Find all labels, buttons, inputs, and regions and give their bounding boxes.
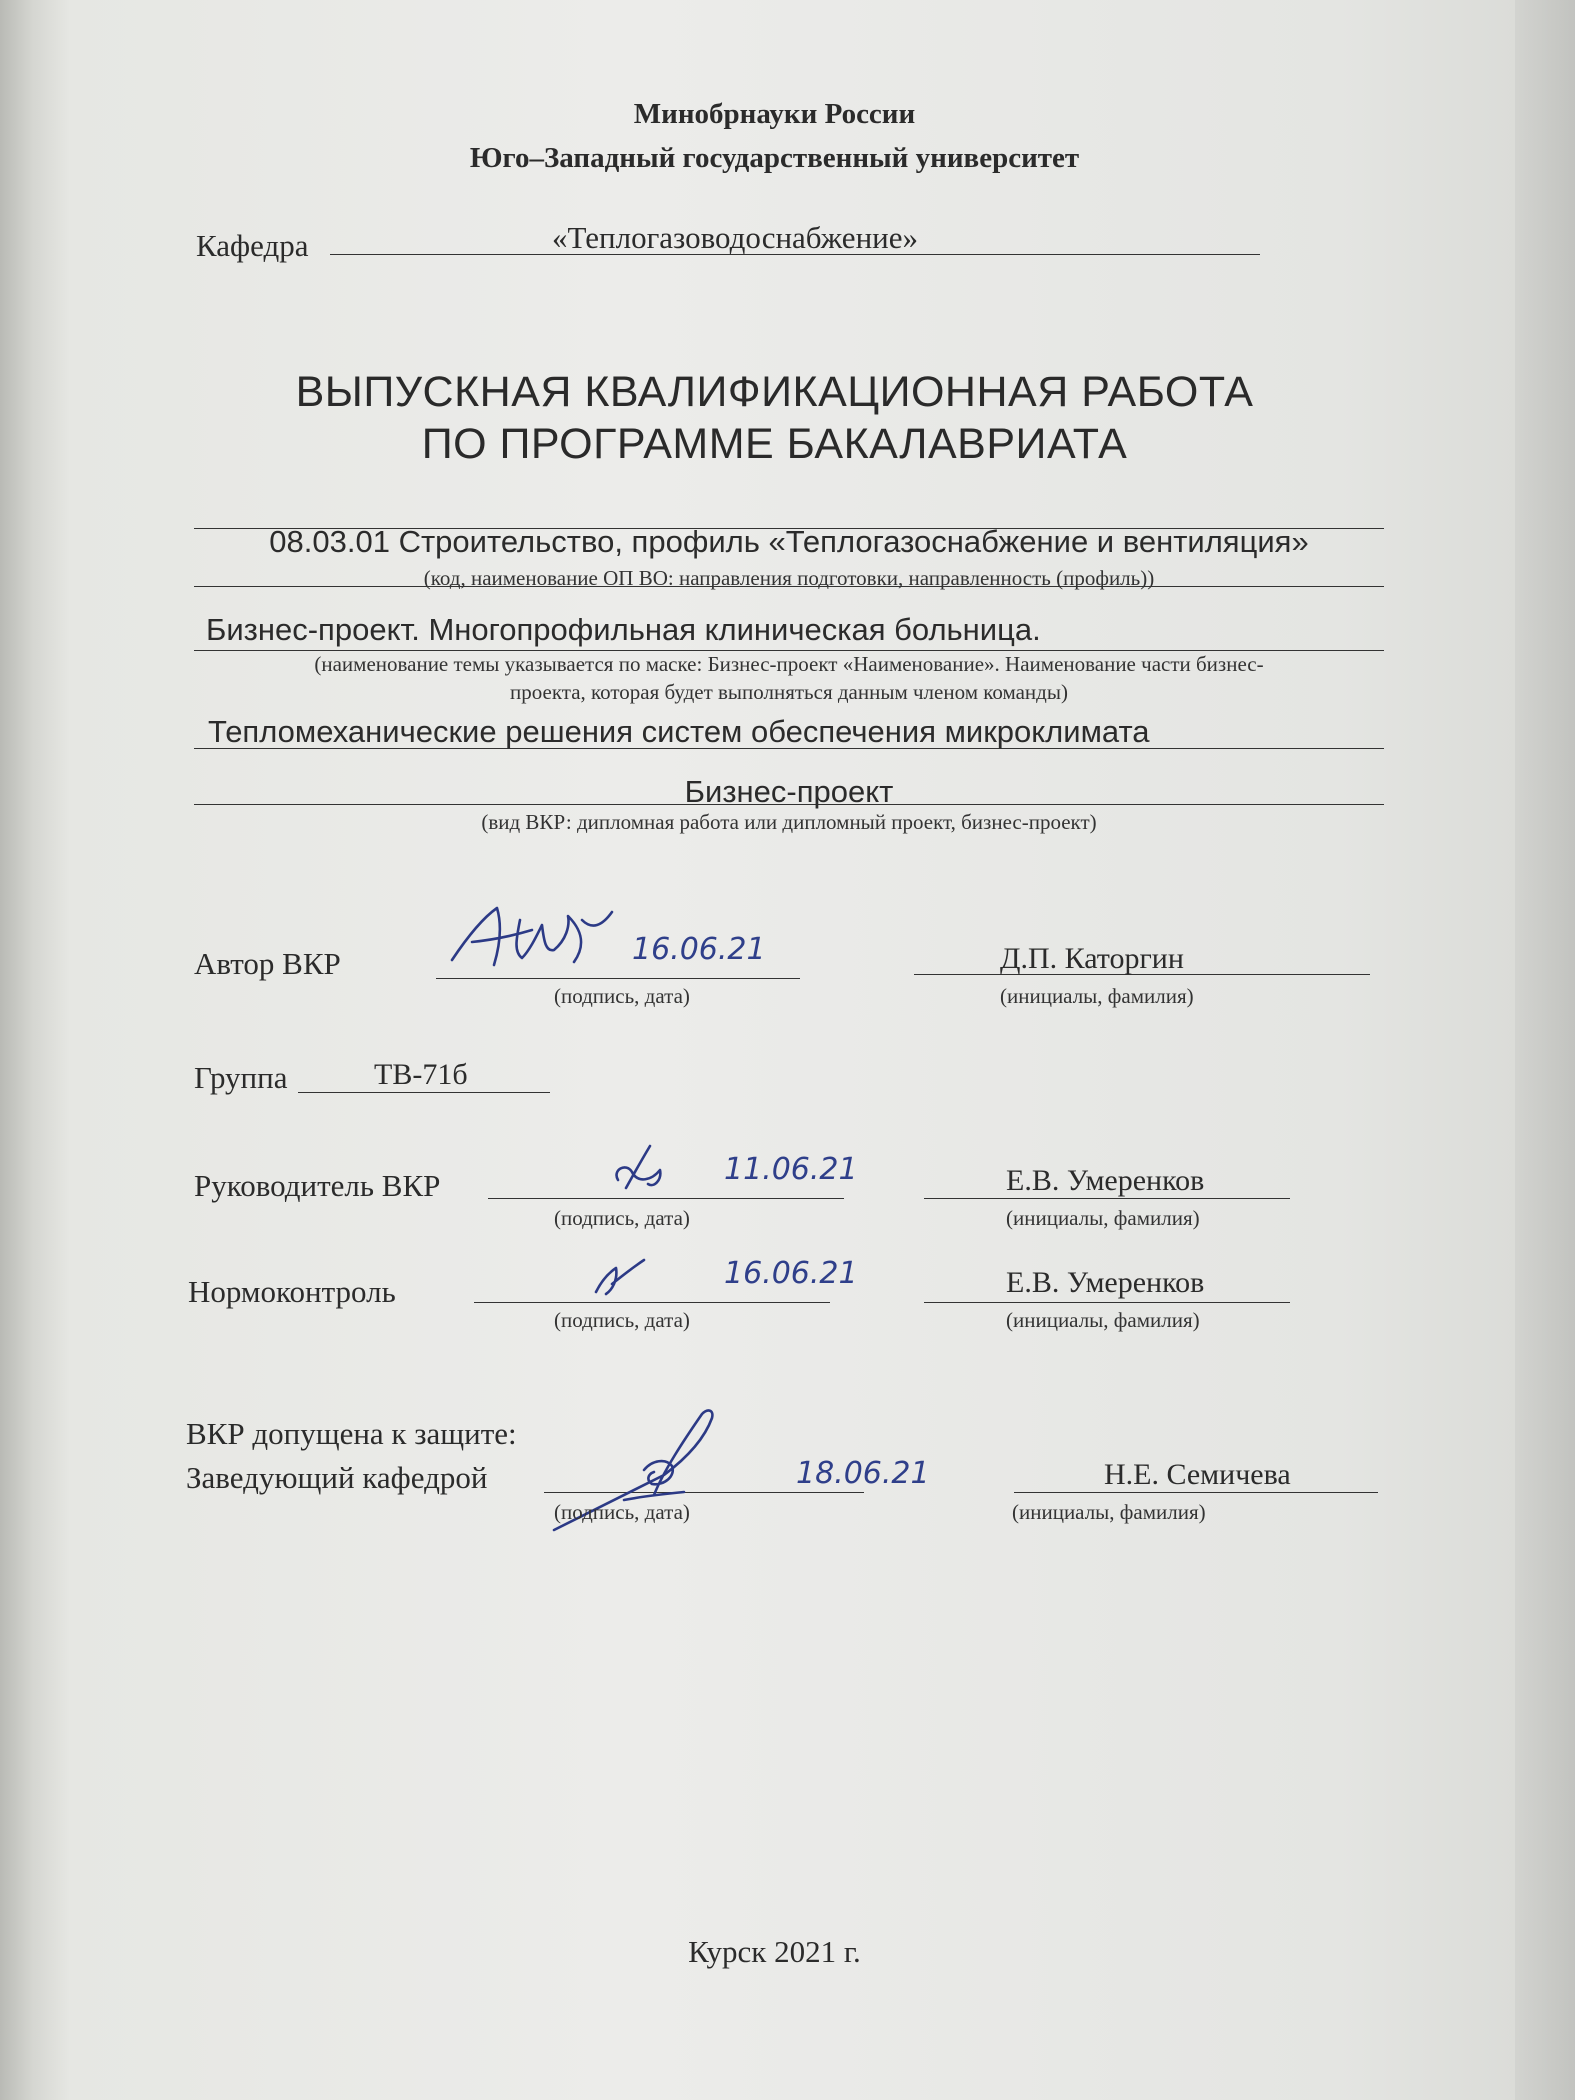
admission-label: ВКР допущена к защите: <box>186 1416 517 1451</box>
department-value: «Теплогазоводоснабжение» <box>552 220 919 255</box>
work-title-line1: ВЫПУСКНАЯ КВАЛИФИКАЦИОННАЯ РАБОТА <box>295 368 1254 416</box>
work-title-line2: ПО ПРОГРАММЕ БАКАЛАВРИАТА <box>421 420 1128 468</box>
supervisor-label: Руководитель ВКР <box>194 1168 441 1203</box>
head-name: Н.Е. Семичева <box>1104 1458 1291 1491</box>
work-type-value: Бизнес-проект <box>684 774 894 809</box>
work-type-hint: (вид ВКР: дипломная работа или дипломный проект, бизнес-проект) <box>481 810 1097 834</box>
group-label: Группа <box>194 1060 288 1095</box>
supervisor-signature <box>604 1140 684 1200</box>
topic-value: Бизнес-проект. Многопрофильная клиническая больница. <box>206 612 1041 647</box>
supervisor-sign-date: 11.06.21 <box>724 1152 858 1187</box>
department-label: Кафедра <box>196 228 309 263</box>
program-hint: (код, наименование ОП ВО: направления подготовки, направленность (профиль)) <box>423 566 1155 590</box>
normcontrol-name: Е.В. Умеренков <box>1006 1266 1205 1299</box>
topic-hint-line1: (наименование темы указывается по маске: Бизнес-проект «Наименование». Наименование части бизнес- <box>314 652 1264 676</box>
paper-edge-shadow <box>0 0 34 2100</box>
head-sign-date: 18.06.21 <box>796 1456 930 1491</box>
topic-hint-line2: проекта, которая будет выполняться данным членом команды) <box>510 680 1068 704</box>
university-name: Юго–Западный государственный университет <box>469 142 1080 174</box>
author-signature <box>442 890 632 980</box>
normcontrol-sign-date: 16.06.21 <box>724 1256 858 1291</box>
program-value: 08.03.01 Строительство, профиль «Теплогазоснабжение и вентиляция» <box>269 524 1309 559</box>
normcontrol-name-hint: (инициалы, фамилия) <box>1006 1308 1200 1332</box>
normcontrol-sign-hint: (подпись, дата) <box>554 1308 690 1332</box>
supervisor-name-hint: (инициалы, фамилия) <box>1006 1206 1200 1230</box>
head-sign-hint: (подпись, дата) <box>554 1500 690 1524</box>
head-name-hint: (инициалы, фамилия) <box>1012 1500 1206 1524</box>
topic-part: Тепломеханические решения систем обеспечения микроклимата <box>208 714 1150 749</box>
author-label: Автор ВКР <box>194 946 341 981</box>
author-sign-date: 16.06.21 <box>632 932 766 967</box>
normcontrol-label: Нормоконтроль <box>188 1274 396 1309</box>
supervisor-sign-hint: (подпись, дата) <box>554 1206 690 1230</box>
author-name-hint: (инициалы, фамилия) <box>1000 984 1194 1008</box>
underlying-page-strip <box>1515 0 1575 2100</box>
title-page <box>34 0 1515 2100</box>
head-of-department-label: Заведующий кафедрой <box>186 1460 488 1495</box>
ministry-name: Минобрнауки России <box>633 98 916 130</box>
supervisor-name: Е.В. Умеренков <box>1006 1164 1205 1197</box>
city-year: Курск 2021 г. <box>688 1934 861 1969</box>
author-sign-hint: (подпись, дата) <box>554 984 690 1008</box>
author-name: Д.П. Каторгин <box>1000 942 1184 975</box>
group-value: ТВ-71б <box>374 1058 468 1091</box>
normcontrol-signature <box>582 1250 662 1300</box>
